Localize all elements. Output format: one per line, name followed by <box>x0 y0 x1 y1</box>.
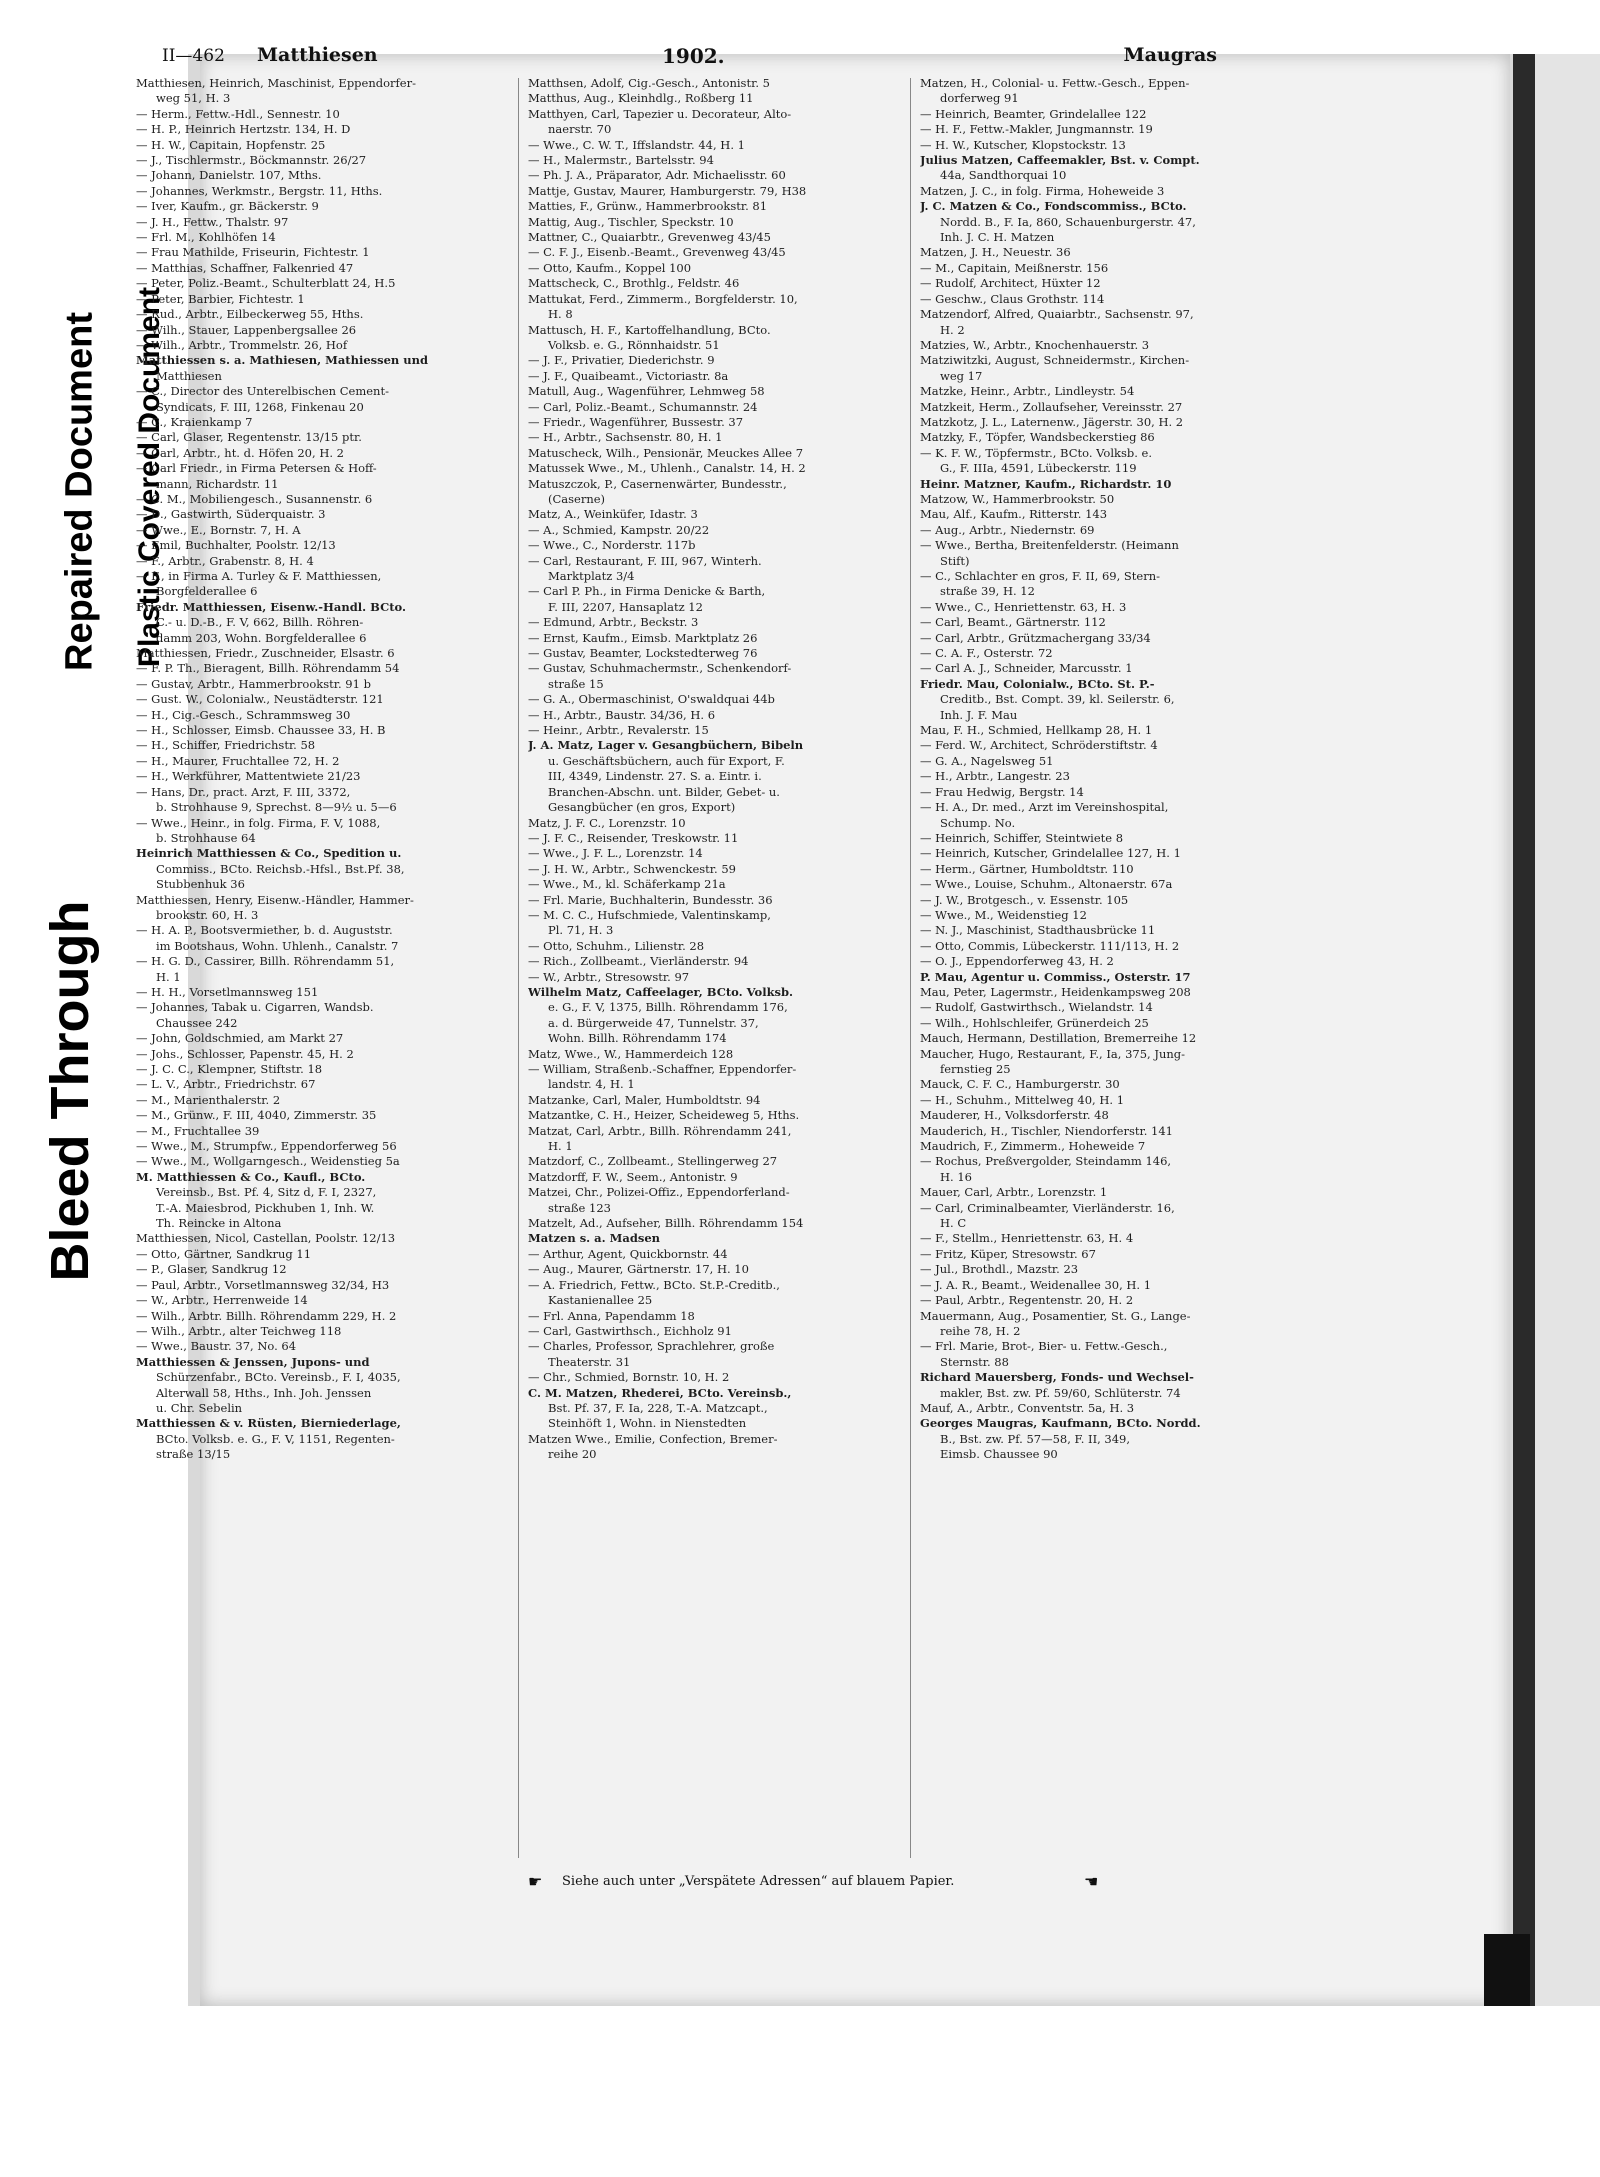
directory-entry-line: H. 8 <box>548 307 573 322</box>
directory-entry-line: F. III, 2207, Hansaplatz 12 <box>548 599 703 614</box>
directory-entry-line: Matussek Wwe., M., Uhlenh., Canalstr. 14, H. 2 <box>528 461 806 476</box>
directory-entry-line: — Carl, Arbtr., ht. d. Höfen 20, H. 2 <box>136 445 344 460</box>
directory-entry-line: — Wwe., Louise, Schuhm., Altonaerstr. 67a <box>920 877 1173 892</box>
directory-entry-line: Mattje, Gustav, Maurer, Hamburgerstr. 79, H38 <box>528 183 807 198</box>
directory-entry-line: G., F. IIIa, 4591, Lübeckerstr. 119 <box>940 461 1137 476</box>
directory-entry-line: — N. J., Maschinist, Stadthausbrücke 11 <box>920 923 1156 938</box>
directory-entry-line: Mattscheck, C., Brothlg., Feldstr. 46 <box>528 276 740 291</box>
directory-entry-line: Gesangbücher (en gros, Export) <box>548 800 736 815</box>
directory-entry-line: — Charles, Professor, Sprachlehrer, große <box>528 1339 775 1354</box>
directory-entry-line: — Wwe., C., Henriettenstr. 63, H. 3 <box>920 599 1127 614</box>
directory-entry-line: Mattner, C., Quaiarbtr., Grevenweg 43/45 <box>528 230 771 245</box>
directory-entry-line: — H., Werkführer, Mattentwiete 21/23 <box>136 769 361 784</box>
directory-entry-heading: Matthiessen s. a. Mathiesen, Mathiessen und <box>136 353 429 368</box>
directory-entry-line: — K. F. W., Töpfermstr., BCto. Volksb. e. <box>920 445 1153 460</box>
right-keyword: Maugras <box>1123 44 1217 66</box>
directory-entry-line: — H. A., Dr. med., Arzt im Vereinshospital, <box>920 800 1169 815</box>
directory-entry-line: — H. F., Fettw.-Makler, Jungmannstr. 19 <box>920 122 1153 137</box>
directory-entry-line: Stift) <box>940 553 970 568</box>
directory-entry-heading: Richard Mauersberg, Fonds- und Wechsel- <box>920 1370 1194 1385</box>
directory-entry-line: Mauer, Carl, Arbtr., Lorenzstr. 1 <box>920 1185 1108 1200</box>
directory-entry-line: brookstr. 60, H. 3 <box>156 907 259 922</box>
directory-entry-line: — Frl. M., Kohlhöfen 14 <box>136 230 276 245</box>
directory-entry-line: Mauderich, H., Tischler, Niendorferstr. 141 <box>920 1123 1173 1138</box>
directory-entry-line: — Rudolf, Architect, Hüxter 12 <box>920 276 1101 291</box>
directory-entry-line: fernstieg 25 <box>940 1062 1011 1076</box>
directory-entry-line: — C. A. F., Osterstr. 72 <box>920 646 1053 661</box>
directory-entry-line: — H. P., Heinrich Hertzstr. 134, H. D <box>136 122 351 137</box>
directory-entry-line: — H. W., Capitain, Hopfenstr. 25 <box>136 137 326 152</box>
directory-entry-line: — C. F. J., Eisenb.-Beamt., Grevenweg 43/45 <box>528 245 786 260</box>
directory-entry-line: — Wwe., M., kl. Schäferkamp 21a <box>528 877 726 892</box>
page-footer <box>528 1872 1298 1896</box>
directory-entry-line: — W., Arbtr., Stresowstr. 97 <box>528 969 690 984</box>
directory-entry-line: — Paul, Arbtr., Vorsetlmannsweg 32/34, H3 <box>136 1277 390 1292</box>
directory-entry-line: Matzow, W., Hammerbrookstr. 50 <box>920 491 1115 506</box>
directory-column-1 <box>136 76 508 1866</box>
directory-entry-line: — Carl, Arbtr., Grützmachergang 33/34 <box>920 630 1151 645</box>
directory-entry-line: Matzkeit, Herm., Zollaufseher, Vereinsstr. 27 <box>920 399 1183 414</box>
directory-entry-line: — Wilh., Hohlschleifer, Grünerdeich 25 <box>920 1015 1149 1030</box>
directory-entry-line: Matzat, Carl, Arbtr., Billh. Röhrendamm 241, <box>528 1123 792 1138</box>
directory-entry-line: — M. C. C., Hufschmiede, Valentinskamp, <box>528 907 771 922</box>
directory-entry-line: — Chr., Schmied, Bornstr. 10, H. 2 <box>528 1370 730 1385</box>
directory-entry-line: — Heinr., Arbtr., Revalerstr. 15 <box>528 723 709 738</box>
directory-entry-line: Maudrich, F., Zimmerm., Hoheweide 7 <box>920 1139 1146 1154</box>
directory-entry-line: — Wwe., J. F. L., Lorenzstr. 14 <box>528 846 703 861</box>
directory-entry-line: b. Strohhause 9, Sprechst. 8—9½ u. 5—6 <box>156 800 397 815</box>
directory-entry-line: Matzies, W., Arbtr., Knochenhauerstr. 3 <box>920 337 1150 352</box>
directory-entry-line: Matthiesen <box>156 368 222 383</box>
directory-entry-line: Matthiessen, Henry, Eisenw.-Händler, Hammer- <box>136 892 414 907</box>
directory-entry-line: landstr. 4, H. 1 <box>548 1077 635 1092</box>
directory-entry-heading: Heinr. Matzner, Kaufm., Richardstr. 10 <box>920 476 1172 491</box>
page-number: II—462 <box>162 46 225 66</box>
directory-entry-line: — Fritz, Küper, Stresowstr. 67 <box>920 1246 1096 1261</box>
directory-entry-line: makler, Bst. zw. Pf. 59/60, Schlüterstr. 74 <box>940 1385 1181 1400</box>
directory-entry-line: Mauf, A., Arbtr., Conventstr. 5a, H. 3 <box>920 1400 1135 1415</box>
directory-entry-line: — Iver, Kaufm., gr. Bäckerstr. 9 <box>136 199 319 214</box>
directory-entry-line: Commiss., BCto. Reichsb.-Hfsl., Bst.Pf. 38, <box>156 861 405 876</box>
directory-entry-line: — Heinrich, Schiffer, Steintwiete 8 <box>920 830 1124 845</box>
directory-entry-line: — Johann, Danielstr. 107, Mths. <box>136 168 322 183</box>
directory-entry-line: Matzkotz, J. L., Laternenw., Jägerstr. 30, H. 2 <box>920 414 1184 429</box>
directory-entry-line: — H. A. P., Bootsvermiether, b. d. Auguststr. <box>136 923 393 938</box>
directory-entry-line: — Wilh., Arbtr., Trommelstr. 26, Hof <box>136 337 348 352</box>
corner-block <box>1484 1934 1530 2006</box>
directory-entry-line: — Herm., Gärtner, Humboldtstr. 110 <box>920 861 1134 876</box>
directory-entry-heading: Georges Maugras, Kaufmann, BCto. Nordd. <box>920 1416 1201 1431</box>
directory-entry-line: — Wwe., Baustr. 37, No. 64 <box>136 1339 297 1354</box>
directory-entry-line: — H., Schiffer, Friedrichstr. 58 <box>136 738 316 753</box>
directory-entry-line: Matzei, Chr., Polizei-Offiz., Eppendorferland- <box>528 1185 790 1200</box>
directory-entry-line: — Wwe., C., Norderstr. 117b <box>528 538 696 553</box>
directory-entry-line: Mattusch, H. F., Kartoffelhandlung, BCto. <box>528 322 771 337</box>
directory-entry-line: — Otto, Schuhm., Lilienstr. 28 <box>528 938 705 953</box>
pointing-hand-right-icon: ☛ <box>528 1872 543 1891</box>
directory-entry-line: — Wwe., M., Weidenstieg 12 <box>920 907 1087 922</box>
year-heading: 1902. <box>662 44 725 68</box>
directory-entry-line: — Johannes, Tabak u. Cigarren, Wandsb. <box>136 1000 374 1015</box>
directory-entry-line: — H., Maurer, Fruchtallee 72, H. 2 <box>136 753 340 768</box>
directory-entry-line: — Paul, Arbtr., Regentenstr. 20, H. 2 <box>920 1293 1134 1308</box>
directory-entry-line: straße 15 <box>548 676 604 691</box>
bleed-through-label: Bleed Through <box>40 900 100 1282</box>
directory-entry-line: — Carl P. Ph., in Firma Denicke & Barth, <box>528 584 766 599</box>
directory-entry-line: — H., Cig.-Gesch., Schrammsweg 30 <box>136 707 351 722</box>
directory-entry-line: — C., Kraienkamp 7 <box>136 414 253 429</box>
directory-entry-line: Maucher, Hugo, Restaurant, F., Ia, 375, Jung- <box>920 1046 1186 1061</box>
directory-entry-heading: P. Mau, Agentur u. Commiss., Osterstr. 17 <box>920 969 1191 984</box>
directory-entry-line: Kastanienallee 25 <box>548 1293 653 1308</box>
directory-entry-line: — F., in Firma A. Turley & F. Matthiessen, <box>136 569 382 583</box>
directory-entry-line: — O. J., Eppendorferweg 43, H. 2 <box>920 954 1114 969</box>
directory-entry-line: Matzen, J. H., Neuestr. 36 <box>920 245 1071 260</box>
footer-note: Siehe auch unter „Verspätete Adressen“ auf blauem Papier. <box>562 1874 955 1889</box>
directory-entry-line: — Johannes, Werkmstr., Bergstr. 11, Hths. <box>136 183 383 198</box>
directory-entry-heading: J. A. Matz, Lager v. Gesangbüchern, Bibeln <box>528 738 804 753</box>
directory-entry-line: Matthsen, Adolf, Cig.-Gesch., Antonistr. 5 <box>528 76 770 90</box>
directory-entry-line: H. 1 <box>156 969 181 984</box>
directory-entry-line: — Wwe., M., Strumpfw., Eppendorferweg 56 <box>136 1139 397 1154</box>
directory-entry-line: — C. M., Mobiliengesch., Susannenstr. 6 <box>136 491 373 506</box>
directory-entry-line: — Arthur, Agent, Quickbornstr. 44 <box>528 1246 728 1261</box>
directory-entry-line: — Gust. W., Colonialw., Neustädterstr. 121 <box>136 692 384 707</box>
directory-entry-line: — Rich., Zollbeamt., Vierländerstr. 94 <box>528 954 749 969</box>
directory-entry-line: — M., Marienthalerstr. 2 <box>136 1092 281 1107</box>
directory-entry-line: straße 123 <box>548 1200 611 1215</box>
directory-entry-line: — Rudolf, Gastwirthsch., Wielandstr. 14 <box>920 1000 1153 1015</box>
directory-entry-line: — J. A. R., Beamt., Weidenallee 30, H. 1 <box>920 1277 1152 1292</box>
directory-entry-line: Matzendorf, Alfred, Quaiarbtr., Sachsenstr. 97, <box>920 307 1194 322</box>
directory-entry-line: — Gustav, Schuhmachermstr., Schenkendorf- <box>528 661 792 676</box>
directory-entry-line: reihe 20 <box>548 1447 597 1462</box>
directory-entry-heading: Matthiessen & Jenssen, Jupons- und <box>136 1354 370 1369</box>
directory-entry-line: Inh. J. C. H. Matzen <box>940 230 1055 245</box>
column-divider <box>518 78 519 1858</box>
directory-entry-line: — Aug., Arbtr., Niedernstr. 69 <box>920 522 1095 537</box>
directory-entry-line: Inh. J. F. Mau <box>940 707 1018 722</box>
directory-entry-line: H. 16 <box>940 1169 972 1184</box>
binding-edge <box>1513 54 1535 2006</box>
directory-entry-line: — Ernst, Kaufm., Eimsb. Marktplatz 26 <box>528 630 758 645</box>
directory-entry-line: T.-A. Maiesbrod, Pickhuben 1, Inh. W. <box>156 1200 375 1215</box>
directory-entry-line: Marktplatz 3/4 <box>548 569 635 583</box>
directory-entry-line: — M., Capitain, Meißnerstr. 156 <box>920 260 1109 275</box>
directory-entry-line: — Friedr., Wagenführer, Bussestr. 37 <box>528 414 744 429</box>
directory-entry-heading: C. M. Matzen, Rhederei, BCto. Vereinsb., <box>528 1385 792 1400</box>
directory-entry-line: — J. F. C., Reisender, Treskowstr. 11 <box>528 830 739 845</box>
directory-entry-line: weg 51, H. 3 <box>156 91 231 106</box>
directory-entry-line: Vereinsb., Bst. Pf. 4, Sitz d, F. I, 2327, <box>156 1185 377 1200</box>
directory-entry-line: Mau, Peter, Lagermstr., Heidenkampsweg 208 <box>920 984 1191 999</box>
directory-entry-line: — J., Tischlermstr., Böckmannstr. 26/27 <box>136 153 367 168</box>
directory-entry-line: Matz, J. F. C., Lorenzstr. 10 <box>528 815 686 830</box>
directory-entry-line: Matziwitzki, August, Schneidermstr., Kirchen- <box>920 353 1190 368</box>
directory-entry-heading: Wilhelm Matz, Caffeelager, BCto. Volksb. <box>528 984 794 999</box>
directory-entry-line: — William, Straßenb.-Schaffner, Eppendorfer- <box>528 1062 797 1076</box>
directory-column-3 <box>920 76 1298 1866</box>
directory-entry-line: Mauermann, Aug., Posamentier, St. G., Lange- <box>920 1308 1191 1323</box>
directory-entry-line: — A., Schmied, Kampstr. 20/22 <box>528 522 710 537</box>
directory-entry-line: Matzantke, C. H., Heizer, Scheideweg 5, Hths. <box>528 1108 800 1123</box>
directory-entry-line: — Wilh., Stauer, Lappenbergsallee 26 <box>136 322 357 337</box>
directory-entry-line: u. Geschäftsbüchern, auch für Export, F. <box>548 753 785 768</box>
directory-entry-line: — Frau Mathilde, Friseurin, Fichtestr. 1 <box>136 245 370 260</box>
directory-entry-line: Schump. No. <box>940 815 1016 830</box>
directory-entry-line: — W., Arbtr., Herrenweide 14 <box>136 1293 308 1308</box>
directory-entry-line: — Carl A. J., Schneider, Marcusstr. 1 <box>920 661 1133 676</box>
left-keyword: Matthiesen <box>257 44 378 66</box>
directory-entry-line: Matthiessen, Friedr., Zuschneider, Elsastr. 6 <box>136 646 395 661</box>
directory-entry-line: — H., Arbtr., Sachsenstr. 80, H. 1 <box>528 430 723 445</box>
directory-entry-line: — John, Goldschmied, am Markt 27 <box>136 1031 344 1046</box>
directory-entry-line: — Edmund, Arbtr., Beckstr. 3 <box>528 615 699 630</box>
directory-entry-line: — Carl, Beamt., Gärtnerstr. 112 <box>920 615 1106 630</box>
directory-entry-heading: Heinrich Matthiessen & Co., Spedition u. <box>136 846 402 861</box>
directory-entry-line: — Aug., Maurer, Gärtnerstr. 17, H. 10 <box>528 1262 749 1277</box>
directory-entry-line: reihe 78, H. 2 <box>940 1323 1021 1338</box>
directory-entry-line: 44a, Sandthorquai 10 <box>940 168 1067 183</box>
page-header <box>162 40 1217 74</box>
directory-column-2 <box>528 76 900 1866</box>
directory-entry-line: — H. H., Vorsetlmannsweg 151 <box>136 984 319 999</box>
directory-entry-line: — Heinrich, Kutscher, Grindelallee 127, H. 1 <box>920 846 1181 861</box>
directory-entry-line: straße 13/15 <box>156 1447 231 1462</box>
directory-entry-line: Mattig, Aug., Tischler, Speckstr. 10 <box>528 214 734 229</box>
directory-entry-line: — Carl, Glaser, Regentenstr. 13/15 ptr. <box>136 430 362 445</box>
directory-entry-line: — J. W., Brotgesch., v. Essenstr. 105 <box>920 892 1129 907</box>
directory-entry-line: — Wwe., Heinr., in folg. Firma, F. V, 1088, <box>136 815 381 830</box>
directory-entry-line: — H., Schuhm., Mittelweg 40, H. 1 <box>920 1092 1125 1107</box>
directory-entry-line: — Peter, Barbier, Fichtestr. 1 <box>136 291 305 306</box>
directory-entry-line: — Otto, Gärtner, Sandkrug 11 <box>136 1246 312 1261</box>
directory-entry-line: — L. V., Arbtr., Friedrichstr. 67 <box>136 1077 316 1092</box>
directory-entry-line: e. G., F. V, 1375, Billh. Röhrendamm 176, <box>548 1000 788 1015</box>
directory-entry-line: Stubbenhuk 36 <box>156 877 245 892</box>
directory-entry-line: weg 17 <box>940 368 983 383</box>
directory-entry-line: — Ph. J. A., Präparator, Adr. Michaelisstr. 60 <box>528 168 786 183</box>
directory-entry-line: mann, Richardstr. 11 <box>156 476 279 491</box>
directory-entry-line: Matzen, J. C., in folg. Firma, Hoheweide 3 <box>920 183 1165 198</box>
directory-entry-line: naerstr. 70 <box>548 122 612 137</box>
directory-entry-line: Matuscheck, Wilh., Pensionär, Meuckes Allee 7 <box>528 445 804 460</box>
directory-entry-line: Alterwall 58, Hths., Inh. Joh. Jenssen <box>156 1385 372 1400</box>
directory-entry-line: — Otto, Commis, Lübeckerstr. 111/113, H. 2 <box>920 938 1180 953</box>
directory-entry-line: — H., Arbtr., Langestr. 23 <box>920 769 1070 784</box>
directory-entry-line: — J. F., Quaibeamt., Victoriastr. 8a <box>528 368 729 383</box>
directory-entry-line: — Frau Hedwig, Bergstr. 14 <box>920 784 1084 799</box>
directory-entry-line: — Carl Friedr., in Firma Petersen & Hoff- <box>136 461 377 476</box>
directory-entry-heading: M. Matthiessen & Co., Kaufl., BCto. <box>136 1169 366 1184</box>
directory-entry-line: — J. H. W., Arbtr., Schwenckestr. 59 <box>528 861 736 876</box>
directory-entry-line: Theaterstr. 31 <box>548 1354 631 1369</box>
directory-entry-line: B., Bst. zw. Pf. 57—58, F. II, 349, <box>940 1431 1131 1446</box>
directory-entry-line: Eimsb. Chaussee 90 <box>940 1447 1058 1462</box>
directory-entry-line: Mauderer, H., Volksdorferstr. 48 <box>920 1108 1109 1123</box>
directory-entry-line: — Geschw., Claus Grothstr. 114 <box>920 291 1105 306</box>
directory-entry-line: Matzen, H., Colonial- u. Fettw.-Gesch., Eppen- <box>920 76 1190 90</box>
directory-entry-line: — Matthias, Schaffner, Falkenried 47 <box>136 260 354 275</box>
directory-entry-line: — J. C. C., Klempner, Stiftstr. 18 <box>136 1062 323 1076</box>
directory-entry-line: — J. F., Privatier, Diederichstr. 9 <box>528 353 715 368</box>
directory-entry-line: Matzanke, Carl, Maler, Humboldtstr. 94 <box>528 1092 761 1107</box>
directory-entry-line: — C., Schlachter en gros, F. II, 69, Stern- <box>920 569 1160 583</box>
directory-entry-line: Chaussee 242 <box>156 1015 238 1030</box>
directory-entry-line: a. d. Bürgerweide 47, Tunnelstr. 37, <box>548 1015 759 1030</box>
directory-entry-line: — J. H., Fettw., Thalstr. 97 <box>136 214 289 229</box>
directory-entry-line: Matthiessen, Nicol, Castellan, Poolstr. 12/13 <box>136 1231 396 1246</box>
directory-entry-line: straße 39, H. 12 <box>940 584 1035 599</box>
directory-entry-line: dorferweg 91 <box>940 91 1019 106</box>
directory-entry-heading: Julius Matzen, Caffeemakler, Bst. v. Compt. <box>920 153 1200 168</box>
directory-entry-line: Volksb. e. G., Rönnhaidstr. 51 <box>548 337 720 352</box>
directory-entry-line: — C., Director des Unterelbischen Cement- <box>136 384 389 399</box>
directory-entry-line: Branchen-Abschn. unt. Bilder, Gebet- u. <box>548 784 780 799</box>
directory-entry-heading: Matzen s. a. Madsen <box>528 1231 661 1246</box>
directory-entry-line: — Carl, Criminalbeamter, Vierländerstr. 16, <box>920 1200 1175 1215</box>
directory-entry-line: (Caserne) <box>548 491 606 506</box>
directory-entry-line: u. Chr. Sebelin <box>156 1400 243 1415</box>
directory-entry-line: — M., Fruchtallee 39 <box>136 1123 260 1138</box>
directory-entry-line: — Wilh., Arbtr., alter Teichweg 118 <box>136 1323 342 1338</box>
directory-entry-line: Matthyen, Carl, Tapezier u. Decorateur, Alto- <box>528 106 792 121</box>
directory-entry-line: H. C <box>940 1216 967 1231</box>
directory-entry-line: Matzelt, Ad., Aufseher, Billh. Röhrendamm 154 <box>528 1216 804 1231</box>
directory-entry-line: — P., Glaser, Sandkrug 12 <box>136 1262 287 1277</box>
directory-entry-heading: Matthiessen & v. Rüsten, Bierniederlage, <box>136 1416 401 1431</box>
column-divider <box>910 78 911 1858</box>
directory-entry-line: H. 2 <box>940 322 965 337</box>
directory-entry-line: — Wilh., Arbtr. Billh. Röhrendamm 229, H. 2 <box>136 1308 397 1323</box>
directory-entry-line: Creditb., Bst. Compt. 39, kl. Seilerstr. 6, <box>940 692 1175 707</box>
directory-entry-line: Matthus, Aug., Kleinhdlg., Roßberg 11 <box>528 91 754 106</box>
directory-entry-line: — H. W., Kutscher, Klopstockstr. 13 <box>920 137 1126 152</box>
directory-entry-line: Matull, Aug., Wagenführer, Lehmweg 58 <box>528 384 765 399</box>
directory-entry-line: Mau, F. H., Schmied, Hellkamp 28, H. 1 <box>920 723 1153 738</box>
directory-entry-line: Matzdorf, C., Zollbeamt., Stellingerweg 27 <box>528 1154 778 1169</box>
directory-entry-heading: J. C. Matzen & Co., Fondscommiss., BCto. <box>920 199 1187 214</box>
directory-entry-line: Matzky, F., Töpfer, Wandsbeckerstieg 86 <box>920 430 1155 445</box>
directory-entry-line: Matzen Wwe., Emilie, Confection, Bremer- <box>528 1431 778 1446</box>
directory-entry-line: — A. Friedrich, Fettw., BCto. St.P.-Creditb., <box>528 1277 780 1292</box>
directory-entry-line: Matz, Wwe., W., Hammerdeich 128 <box>528 1046 734 1061</box>
directory-entry-line: — Johs., Schlosser, Papenstr. 45, H. 2 <box>136 1046 354 1061</box>
directory-entry-line: — Carl, Gastwirthsch., Eichholz 91 <box>528 1323 732 1338</box>
directory-entry-line: Matuszczok, P., Casernenwärter, Bundesstr., <box>528 476 787 491</box>
plastic-covered-document-label: Plastic Covered Document <box>133 286 166 668</box>
directory-entry-line: — Wwe., M., Wollgarngesch., Weidenstieg 5a <box>136 1154 400 1169</box>
directory-entry-line: Matz, A., Weinküfer, Idastr. 3 <box>528 507 698 522</box>
directory-entry-line: — G. A., Obermaschinist, O'swaldquai 44b <box>528 692 775 707</box>
directory-entry-line: — Wwe., Bertha, Breitenfelderstr. (Heimann <box>920 538 1179 553</box>
directory-entry-line: Sternstr. 88 <box>940 1354 1009 1369</box>
directory-entry-line: Matties, F., Grünw., Hammerbrookstr. 81 <box>528 199 768 214</box>
directory-entry-line: — Frl. Marie, Brot-, Bier- u. Fettw.-Gesch., <box>920 1339 1168 1354</box>
directory-entry-line: III, 4349, Lindenstr. 27. S. a. Eintr. i. <box>548 769 762 784</box>
directory-entry-line: — Hans, Dr., pract. Arzt, F. III, 3372, <box>136 784 351 799</box>
directory-entry-line: — Otto, Kaufm., Koppel 100 <box>528 260 692 275</box>
directory-entry-heading: Friedr. Matthiessen, Eisenw.-Handl. BCto. <box>136 599 407 614</box>
directory-entry-line: — Emil, Buchhalter, Poolstr. 12/13 <box>136 538 336 553</box>
directory-entry-line: — Rochus, Preßvergolder, Steindamm 146, <box>920 1154 1172 1169</box>
directory-entry-line: b. Strohhause 64 <box>156 830 256 845</box>
directory-entry-line: — Herm., Fettw.-Hdl., Sennestr. 10 <box>136 106 340 121</box>
directory-entry-line: — H., Malermstr., Bartelsstr. 94 <box>528 153 714 168</box>
directory-entry-line: — D., Gastwirth, Süderquaistr. 3 <box>136 507 326 522</box>
directory-entry-line: Matthiesen, Heinrich, Maschinist, Eppendorfer- <box>136 76 416 90</box>
directory-entry-line: H. 1 <box>548 1139 573 1154</box>
directory-entry-line: — Carl, Restaurant, F. III, 967, Winterh. <box>528 553 762 568</box>
directory-entry-line: Nordd. B., F. Ia, 860, Schauenburgerstr. 47, <box>940 214 1196 229</box>
directory-entry-line: — M., Grünw., F. III, 4040, Zimmerstr. 35 <box>136 1108 377 1123</box>
directory-entry-line: — Jul., Brothdl., Mazstr. 23 <box>920 1262 1079 1277</box>
directory-entry-line: — Rud., Arbtr., Eilbeckerweg 55, Hths. <box>136 307 364 322</box>
directory-entry-line: Mauch, Hermann, Destillation, Bremerreihe 12 <box>920 1031 1197 1046</box>
directory-entry-line: — Ferd. W., Architect, Schröderstiftstr. 4 <box>920 738 1158 753</box>
binding-shadow <box>1535 54 1600 2006</box>
directory-entry-line: BCto. Volksb. e. G., F. V, 1151, Regenten- <box>156 1431 395 1446</box>
directory-entry-line: Bst. Pf. 37, F. Ia, 228, T.-A. Matzcapt., <box>548 1400 768 1415</box>
directory-entry-line: — Frl. Anna, Papendamm 18 <box>528 1308 695 1323</box>
directory-entry-line: — H., Schlosser, Eimsb. Chaussee 33, H. B <box>136 723 386 738</box>
directory-entry-line: Matzdorff, F. W., Seem., Antonistr. 9 <box>528 1169 738 1184</box>
directory-entry-line: Th. Reincke in Altona <box>156 1216 282 1231</box>
directory-entry-line: — Gustav, Beamter, Lockstedterweg 76 <box>528 646 758 661</box>
directory-entry-line: — F., Arbtr., Grabenstr. 8, H. 4 <box>136 553 314 568</box>
repaired-document-label: Repaired Document <box>58 312 101 671</box>
directory-entry-line: — Peter, Poliz.-Beamt., Schulterblatt 24, H.5 <box>136 276 396 291</box>
directory-entry-line: — H., Arbtr., Baustr. 34/36, H. 6 <box>528 707 716 722</box>
directory-entry-line: Syndicats, F. III, 1268, Finkenau 20 <box>156 399 364 414</box>
directory-entry-line: Mauck, C. F. C., Hamburgerstr. 30 <box>920 1077 1120 1092</box>
directory-entry-line: Schürzenfabr., BCto. Vereinsb., F. I, 4035, <box>156 1370 401 1385</box>
pointing-hand-left-icon: ☚ <box>1084 1872 1099 1891</box>
directory-entry-line: — Wwe., E., Bornstr. 7, H. A <box>136 522 301 537</box>
directory-entry-line: — Heinrich, Beamter, Grindelallee 122 <box>920 106 1147 121</box>
directory-entry-line: Mattukat, Ferd., Zimmerm., Borgfelderstr. 10, <box>528 291 798 306</box>
directory-entry-line: — Frl. Marie, Buchhalterin, Bundesstr. 36 <box>528 892 773 907</box>
directory-entry-line: — H. G. D., Cassirer, Billh. Röhrendamm 51, <box>136 954 395 969</box>
directory-entry-line: Mau, Alf., Kaufm., Ritterstr. 143 <box>920 507 1108 522</box>
directory-entry-line: Borgfelderallee 6 <box>156 584 258 599</box>
directory-entry-line: — F. P. Th., Bieragent, Billh. Röhrendamm 54 <box>136 661 400 676</box>
directory-entry-line: — G. A., Nagelsweg 51 <box>920 753 1054 768</box>
directory-entry-line: — Wwe., C. W. T., Iffslandstr. 44, H. 1 <box>528 137 745 152</box>
directory-entry-line: Steinhöft 1, Wohn. in Nienstedten <box>548 1416 747 1431</box>
directory-entry-line: C.- u. D.-B., F. V, 662, Billh. Röhren- <box>156 615 364 630</box>
directory-entry-line: Matzke, Heinr., Arbtr., Lindleystr. 54 <box>920 384 1135 399</box>
directory-entry-line: im Bootshaus, Wohn. Uhlenh., Canalstr. 7 <box>156 938 399 953</box>
directory-entry-line: damm 203, Wohn. Borgfelderallee 6 <box>156 630 367 645</box>
directory-entry-line: — Carl, Poliz.-Beamt., Schumannstr. 24 <box>528 399 758 414</box>
directory-entry-line: Pl. 71, H. 3 <box>548 923 614 938</box>
directory-entry-line: — F., Stellm., Henriettenstr. 63, H. 4 <box>920 1231 1134 1246</box>
directory-entry-heading: Friedr. Mau, Colonialw., BCto. St. P.- <box>920 676 1155 691</box>
directory-entry-line: — Gustav, Arbtr., Hammerbrookstr. 91 b <box>136 676 371 691</box>
directory-entry-line: Wohn. Billh. Röhrendamm 174 <box>548 1031 727 1046</box>
